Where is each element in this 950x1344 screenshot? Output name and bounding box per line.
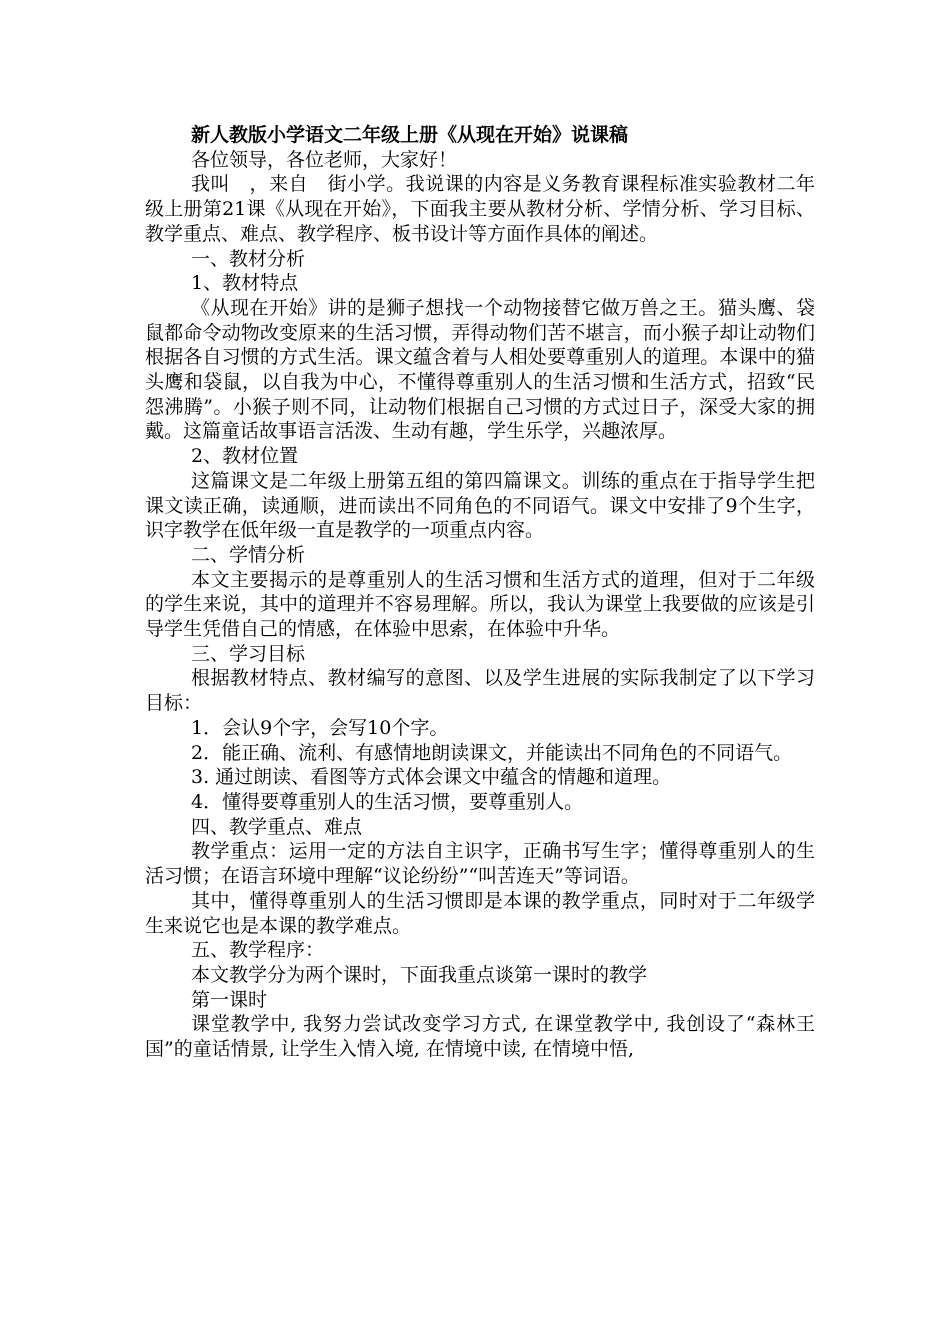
greeting: 各位领导，各位老师，大家好！: [191, 148, 458, 171]
section-heading-textbook-analysis: 一、教材分析: [191, 247, 306, 270]
key-points-paragraph: 教学重点：运用一定的方法自主识字，正确书写生字；懂得尊重别人的生活习惯；在语言环境中理解“议论纷纷”“叫苦连天”等词语。: [145, 840, 815, 888]
subheading-textbook-features: 1、教材特点: [191, 272, 299, 295]
first-lesson-paragraph: 课堂教学中, 我努力尝试改变学习方式, 在课堂教学中, 我创设了“森林王国”的童话情景, 让学生入情入境, 在情境中读, 在情境中悟,: [145, 1013, 815, 1061]
section-heading-key-points: 四、教学重点、难点: [191, 815, 363, 838]
document-title: 新人教版小学语文二年级上册《从现在开始》说课稿: [191, 124, 629, 146]
subheading-textbook-position: 2、教材位置: [191, 445, 299, 468]
textbook-features-paragraph: 《从现在开始》讲的是狮子想找一个动物接替它做万兽之王。猫头鹰、袋鼠都命令动物改变原来的生活习惯，弄得动物们苦不堪言，而小猴子却让动物们根据各自习惯的方式生活。课文蕴含着与人相处要尊重别人的道理。本课中的猫头鹰和袋鼠，以自我为中心，不懂得尊重别人的生活习惯和生活方式，招致“民怨沸腾”。小猴子则不同，让动物们根据自己习惯的方式过日子，深受大家的拥戴。这篇童话故事语言活泼、生动有趣，学生乐学，兴趣浓厚。: [145, 296, 815, 443]
learning-goals-intro: 根据教材特点、教材编写的意图、以及学生进展的实际我制定了以下学习目标：: [145, 667, 815, 715]
document-body: [145, 123, 815, 1062]
goal-item-2: 2．能正确、流利、有感情地朗读课文，并能读出不同角色的不同语气。: [191, 741, 793, 764]
intro-paragraph: 我叫 ，来自 街小学。我说课的内容是义务教育课程标准实验教材二年级上册第21课《从现在开始》，下面我主要从教材分析、学情分析、学习目标、教学重点、难点、教学程序、板书设计等方面作具体的阐述。: [145, 173, 815, 245]
procedure-intro: 本文教学分为两个课时，下面我重点谈第一课时的教学: [191, 963, 648, 986]
subheading-first-lesson: 第一课时: [191, 988, 268, 1011]
goal-item-1: 1．会认9个字，会写10个字。: [191, 716, 449, 739]
goal-item-4: 4．懂得要尊重别人的生活习惯，要尊重别人。: [191, 790, 584, 813]
student-analysis-paragraph: 本文主要揭示的是尊重别人的生活习惯和生活方式的道理，但对于二年级的学生来说，其中的道理并不容易理解。所以，我认为课堂上我要做的应该是引导学生凭借自己的情感，在体验中思索，在体验中升华。: [145, 568, 815, 641]
section-heading-learning-goals: 三、学习目标: [191, 642, 306, 665]
textbook-position-paragraph: 这篇课文是二年级上册第五组的第四篇课文。训练的重点在于指导学生把课文读正确，读通顺，进而读出不同角色的不同语气。课文中安排了9个生字，识字教学在低年级一直是教学的一项重点内容。: [145, 469, 815, 542]
goal-item-3: 3. 通过朗读、看图等方式体会课文中蕴含的情趣和道理。: [191, 766, 672, 789]
section-heading-teaching-procedure: 五、教学程序：: [191, 939, 325, 962]
difficulty-paragraph: 其中，懂得尊重别人的生活习惯即是本课的教学重点，同时对于二年级学生来说它也是本课的教学难点。: [145, 889, 815, 937]
section-heading-student-analysis: 二、学情分析: [191, 543, 306, 566]
